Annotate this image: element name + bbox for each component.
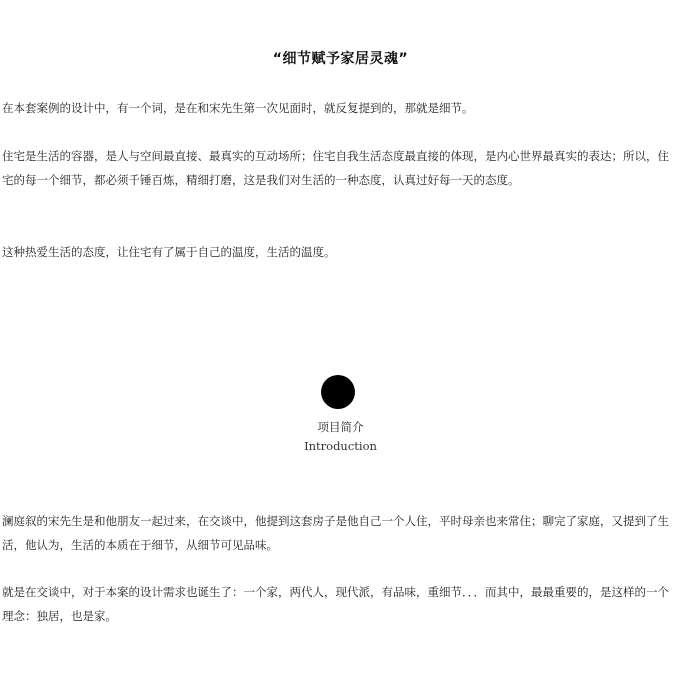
section-title-en: Introduction — [304, 439, 377, 453]
article-title: “细节赋予家居灵魂” — [272, 51, 409, 67]
paragraph-2: 住宅是生活的容器，是人与空间最直接、最真实的互动场所；住宅自我生活态度最直接的体现，是内心世界最真实的表达；所以，住宅的每一个细节，都必须千锤百炼，精细打磨，这是我们对生活的一种态度，认真过好每一天的态度。 — [2, 149, 669, 187]
paragraph-3: 这种热爱生活的态度，让住宅有了属于自己的温度，生活的温度。 — [2, 245, 336, 259]
paragraph-5: 就是在交谈中，对于本案的设计需求也诞生了：一个家，两代人，现代派，有品味，重细节．．．而其中，最最重要的，是这样的一个理念：独居，也是家。 — [2, 585, 669, 623]
paragraph-4: 澜庭叙的宋先生是和他朋友一起过来，在交谈中，他提到这套房子是他自己一个人住，平时母亲也来常住；聊完了家庭，又提到了生活，他认为，生活的本质在于细节，从细节可见品味。 — [2, 514, 669, 552]
paragraph-1: 在本套案例的设计中，有一个词，是在和宋先生第一次见面时，就反复提到的，那就是细节。 — [2, 101, 474, 115]
section-title-cn: 项目简介 — [317, 420, 364, 434]
section-dot-icon — [321, 375, 355, 409]
